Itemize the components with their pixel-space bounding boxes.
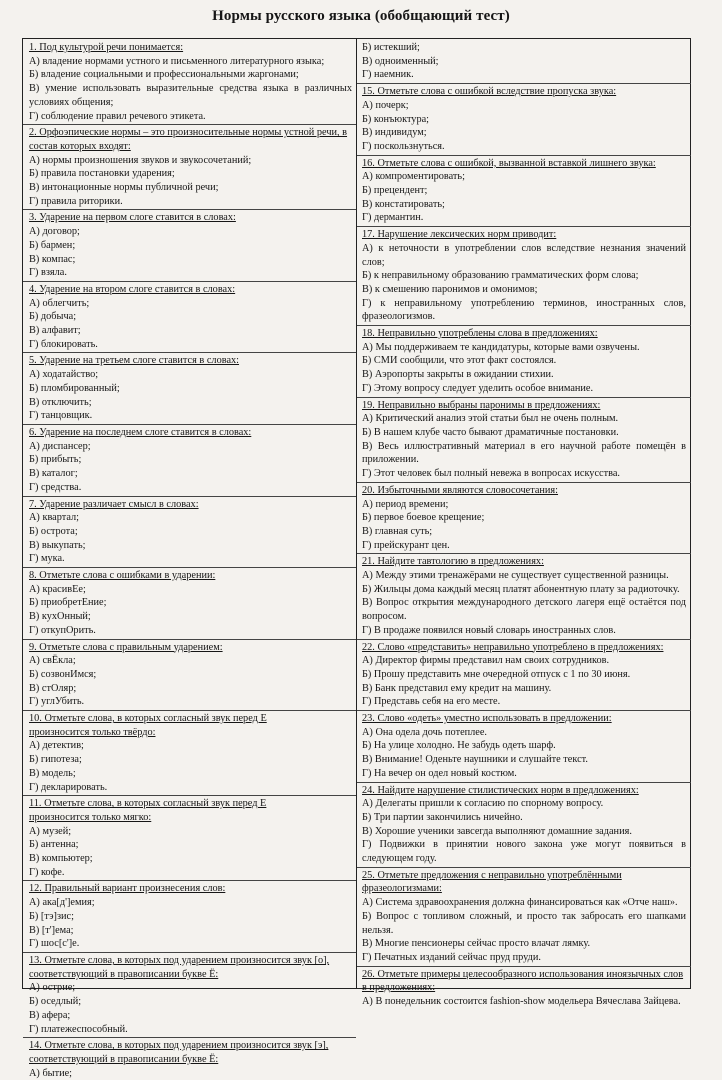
question-text-line: 5. Ударение на третьем слоге ставится в словах:: [29, 355, 240, 367]
question-text: [29, 882, 352, 896]
question-text: [362, 399, 686, 413]
answer-option: Б) правила постановки ударения;: [29, 168, 175, 180]
row-divider: [357, 325, 691, 326]
answer-option: В) к смешению паронимов и омонимов;: [362, 283, 538, 295]
question-text: [362, 712, 686, 726]
row-divider: [23, 496, 356, 497]
answer-option: Г) платежеспособный.: [29, 1023, 128, 1035]
question-text-line: 12. Правильный вариант произнесения слов:: [29, 883, 226, 895]
row-divider: [357, 867, 691, 868]
answer-option: В) компьютер;: [29, 853, 93, 865]
answer-option: Б) прецендент;: [362, 185, 428, 197]
answer-option: А) диспансер;: [29, 440, 91, 452]
question-text: [362, 555, 686, 569]
question-text-line: 15. Отметьте слова с ошибкой вследствие пропуска звука:: [362, 86, 617, 98]
question-block: [29, 954, 352, 1036]
question-text-line: 23. Слово «одеть» уместно использовать в предложении:: [362, 713, 612, 725]
answer-option: Г) На вечер он одел новый костюм.: [362, 767, 517, 779]
question-text: [29, 811, 352, 825]
answer-option: Б) созвонИмся;: [29, 668, 97, 680]
answer-option: Г) дермантин.: [362, 212, 424, 224]
question-text: [362, 968, 686, 995]
question-text-line: 1. Под культурой речи понимается:: [29, 42, 184, 53]
answer-option: Б) [тэ]зис;: [29, 910, 74, 922]
question-block: [362, 327, 686, 396]
answer-option: В) умение использовать выразительные средства языка в различных условиях общения;: [29, 83, 352, 108]
answer-option: Б) добыча;: [29, 311, 77, 323]
answer-option: Г) Этому вопросу следует уделить особое внимание.: [362, 382, 594, 394]
question-text-line: 10. Отметьте слова, в которых согласный звук перед Е: [29, 713, 267, 725]
question-text: [362, 228, 686, 242]
question-block: [29, 426, 352, 495]
question-block: [362, 399, 686, 481]
question-text: [362, 784, 686, 798]
answer-option: Г) средства.: [29, 481, 82, 493]
question-block: [362, 85, 686, 154]
question-text-line: 4. Ударение на втором слоге ставится в словах:: [29, 283, 236, 295]
answer-option: А) бытие;: [29, 1067, 73, 1079]
row-divider: [23, 124, 356, 125]
question-text-line: 8. Отметьте слова с ошибками в ударении:: [29, 570, 216, 582]
question-text: [29, 126, 352, 153]
row-divider: [23, 710, 356, 711]
question-text: [362, 641, 686, 655]
answer-option: А) В понедельник состоится fashion-show модельера Вячеслава Зайцева.: [362, 996, 681, 1008]
row-divider: [357, 397, 691, 398]
answer-option: А) квартал;: [29, 512, 80, 524]
row-divider: [357, 482, 691, 483]
row-divider: [357, 553, 691, 554]
question-text: [362, 869, 686, 896]
answer-option: Б) СМИ сообщили, что этот факт состоялся.: [362, 355, 557, 367]
answer-option: А) компроментировать;: [362, 171, 465, 183]
answer-option: Г) Печатных изданий сейчас пруд пруди.: [362, 952, 541, 963]
question-text-line: 17. Нарушение лексических норм приводит:: [362, 229, 557, 241]
answer-option: Г) углУбить.: [29, 696, 85, 708]
question-text-line: 14. Отметьте слова, в которых под ударением произносится звук [э], соответствующий в правописании букве Ё:: [29, 1040, 329, 1065]
answer-option: А) договор;: [29, 226, 80, 238]
question-text-line: 20. Избыточными являются словосочетания:: [362, 484, 559, 496]
question-block: [29, 712, 352, 794]
question-block: [29, 354, 352, 423]
question-block: [362, 968, 686, 1009]
question-block: [29, 126, 352, 208]
answer-option: Г) кофе.: [29, 866, 65, 878]
answer-option: В) каталог;: [29, 468, 78, 480]
answer-option: Б) истекший;: [362, 42, 420, 53]
question-text: [29, 712, 352, 726]
row-divider: [23, 795, 356, 796]
question-block: [362, 641, 686, 710]
answer-option: В) главная суть;: [362, 525, 433, 537]
question-block: [362, 555, 686, 637]
answer-option: А) Мы поддерживаем те кандидатуры, которые вами озвучены.: [362, 341, 640, 353]
answer-option: Б) В нашем клубе часто бывают драматичные постановки.: [362, 426, 619, 438]
right-column: [357, 39, 690, 1008]
question-text: [29, 498, 352, 512]
question-text-line: 18. Неправильно употреблены слова в предложениях:: [362, 328, 598, 340]
question-block: [362, 157, 686, 226]
answer-option: А) ака[д']емия;: [29, 897, 95, 909]
row-divider: [357, 155, 691, 156]
question-text-line: 9. Отметьте слова с правильным ударением:: [29, 641, 223, 653]
row-divider: [23, 952, 356, 953]
question-text: [362, 484, 686, 498]
row-divider: [357, 639, 691, 640]
answer-option: Б) Жильцы дома каждый месяц платят абонентную плату за радиоточку.: [362, 583, 680, 595]
answer-option: А) владение нормами устного и письменного литературного языка;: [29, 55, 325, 67]
test-table: [22, 38, 691, 1079]
answer-option: А) Между этими тренажёрами не существует существенной разницы.: [362, 570, 669, 582]
row-divider: [357, 710, 691, 711]
question-block: [29, 211, 352, 280]
row-divider: [23, 880, 356, 881]
answer-option: А) детектив;: [29, 740, 84, 752]
answer-option: Г) прейскурант цен.: [362, 539, 450, 551]
question-block: [362, 228, 686, 324]
answer-option: В) стОляр;: [29, 682, 77, 694]
question-text: [29, 41, 352, 55]
question-text-line: 19. Неправильно выбраны паронимы в предложениях:: [362, 399, 601, 411]
answer-option: А) к неточности в употреблении слов вследствие незнания значений слов;: [362, 242, 686, 268]
question-text-line: 2. Орфоэпические нормы – это произносительные нормы устной речи, в состав которых входят:: [29, 127, 348, 152]
question-text-line: 16. Отметьте слова с ошибкой, вызванной вставкой лишнего звука:: [362, 157, 656, 169]
answer-option: Г) к неправильному употреблению терминов, иностранных слов, фразеологизмов.: [362, 297, 686, 323]
row-divider: [357, 226, 691, 227]
answer-option: Г) поскользнуться.: [362, 140, 445, 152]
row-divider: [357, 782, 691, 783]
answer-option: В) компас;: [29, 253, 76, 265]
question-text-line: 22. Слово «представить» неправильно употреблено в предложениях:: [362, 641, 664, 653]
question-block: [29, 41, 352, 123]
answer-option: А) нормы произношения звуков и звукосочетаний;: [29, 154, 252, 166]
answer-option: В) Хорошие ученики завсегда выполняют домашние задания.: [362, 825, 632, 837]
question-text: [29, 954, 352, 981]
question-text-line: 24. Найдите нарушение стилистических норм в предложениях:: [362, 784, 639, 796]
question-block: [29, 882, 352, 951]
answer-option: А) Директор фирмы представил нам своих сотрудников.: [362, 655, 610, 667]
answer-option: Б) первое боевое крещение;: [362, 512, 485, 524]
answer-option: В) индивидум;: [362, 127, 427, 139]
answer-option: А) Она одела дочь потеплее.: [362, 726, 488, 738]
answer-option: В) Многие пенсионеры сейчас просто влачат лямку.: [362, 938, 591, 950]
answer-option: А) музей;: [29, 825, 72, 837]
answer-option: Г) Подвижки в принятии нового закона уже могут появиться в следующем году.: [362, 839, 686, 865]
answer-option: Г) взяла.: [29, 267, 67, 279]
question-text: [362, 85, 686, 99]
question-text-line: произносится только твёрдо:: [29, 726, 156, 738]
question-text: [29, 1039, 352, 1066]
answer-option: В) выкупать;: [29, 539, 86, 551]
question-text: [362, 327, 686, 341]
answer-option: В) констатировать;: [362, 198, 445, 210]
answer-option: А) почерк;: [362, 99, 409, 111]
row-divider: [23, 352, 356, 353]
answer-option: Б) конъюктура;: [362, 113, 430, 125]
answer-option: Б) к неправильному образованию грамматических форм слова;: [362, 270, 639, 282]
question-block: [29, 569, 352, 638]
answer-option: Б) прибыть;: [29, 454, 82, 466]
question-text: [29, 726, 352, 740]
answer-option: А) Делегаты пришли к согласию по спорному вопросу.: [362, 798, 604, 810]
answer-option: Г) соблюдение правил речевого этикета.: [29, 110, 206, 122]
answer-option: Б) владение социальными и профессиональными жаргонами;: [29, 69, 299, 81]
answer-option: В) интонационные нормы публичной речи;: [29, 182, 219, 194]
answer-option: А) Критический анализ этой статьи был не очень полным.: [362, 413, 619, 425]
answer-option: Б) Прошу представить мне очередной отпуск с 1 по 30 июня.: [362, 668, 631, 680]
answer-option: Г) мука.: [29, 553, 65, 565]
answer-option: Б) бармен;: [29, 239, 76, 251]
question-block: [362, 784, 686, 866]
question-text: [29, 426, 352, 440]
answer-option: В) модель;: [29, 767, 76, 779]
left-column: [23, 39, 357, 1079]
answer-option: Б) гипотеза;: [29, 754, 82, 766]
answer-option: В) кухОнный;: [29, 611, 91, 623]
answer-option: Б) На улице холодно. Не забудь одеть шарф.: [362, 740, 556, 752]
question-block: [362, 869, 686, 965]
answer-option: Б) приобретЕние;: [29, 597, 107, 609]
question-block: [362, 712, 686, 781]
page-title: Нормы русского языка (обобщающий тест): [212, 8, 510, 24]
answer-option: Г) Представь себя на его месте.: [362, 696, 501, 708]
question-text: [29, 283, 352, 297]
question-text-line: 11. Отметьте слова, в которых согласный звук перед Е: [29, 798, 267, 810]
question-text-line: 25. Отметьте предложения с неправильно употреблёнными фразеологизмами:: [362, 869, 622, 895]
question-text: [362, 157, 686, 171]
answer-option: В) одноименный;: [362, 55, 439, 67]
row-divider: [357, 966, 691, 967]
row-divider: [23, 1037, 356, 1038]
question-text-line: 6. Ударение на последнем слоге ставится в словах:: [29, 426, 252, 438]
answer-option: Б) острота;: [29, 525, 78, 537]
question-text: [29, 797, 352, 811]
answer-option: Г) блокировать.: [29, 338, 98, 350]
question-text: [29, 354, 352, 368]
question-block: [29, 1039, 352, 1080]
question-text: [29, 211, 352, 225]
answer-option: Б) пломбированный;: [29, 382, 120, 394]
question-text-line: 26. Отметьте примеры целесообразного использования иноязычных слов в предложениях:: [362, 968, 684, 994]
question-text-line: 13. Отметьте слова, в которых под ударением произносится звук [о], соответствующий в правописании букве Ё:: [29, 955, 330, 980]
row-divider: [357, 83, 691, 84]
answer-option: В) Весь иллюстративный материал в его научной работе помещён в приложении.: [362, 440, 686, 466]
answer-option: А) свЁкла;: [29, 655, 76, 667]
question-block: [362, 484, 686, 553]
answer-option: Б) антенна;: [29, 839, 79, 851]
question-text: [29, 641, 352, 655]
answer-option: В) отключить;: [29, 396, 92, 408]
row-divider: [23, 281, 356, 282]
answer-option: Б) Три партии закончились ничейно.: [362, 811, 523, 823]
answer-option: А) ходатайство;: [29, 369, 99, 381]
answer-option: А) облегчить;: [29, 297, 90, 309]
question-text-line: произносится только мягко:: [29, 811, 152, 823]
answer-option: Г) танцовщик.: [29, 410, 93, 422]
answer-option: Г) В продаже появился новый словарь иностранных слов.: [362, 624, 616, 636]
question-text-line: 21. Найдите тавтологию в предложениях:: [362, 556, 544, 568]
answer-option: А) Система здравоохранения должна финансироваться как «Отче наш».: [362, 897, 678, 909]
answer-option: Б) оседлый;: [29, 996, 82, 1008]
question-text-line: 7. Ударение различает смысл в словах:: [29, 498, 199, 510]
question-text-line: 3. Ударение на первом слоге ставится в словах:: [29, 212, 236, 224]
row-divider: [23, 567, 356, 568]
answer-option: Г) правила риторики.: [29, 195, 123, 207]
row-divider: [23, 424, 356, 425]
row-divider: [23, 209, 356, 210]
answer-option: В) Аэропорты закрыты в ожидании стихии.: [362, 369, 554, 381]
answer-option: А) красивЕе;: [29, 583, 86, 595]
question-block: [29, 641, 352, 710]
answer-option: В) [т']ема;: [29, 924, 74, 936]
answer-option: В) Вопрос открытия международного детского лагеря ещё остаётся под вопросом.: [362, 597, 686, 623]
question-block: [29, 283, 352, 352]
answer-option: Г) наемник.: [362, 69, 414, 81]
question-text: [29, 569, 352, 583]
answer-option: В) афера;: [29, 1009, 71, 1021]
row-divider: [23, 639, 356, 640]
answer-option: А) острие;: [29, 982, 76, 994]
answer-option: Г) шос[с']е.: [29, 938, 80, 950]
answer-option: Г) откупОрить.: [29, 624, 96, 636]
answer-option: В) алфавит;: [29, 325, 81, 337]
question-block: [29, 797, 352, 879]
answer-option: Г) декларировать.: [29, 781, 108, 793]
answer-option: Г) Этот человек был полный невежа в вопросах искусства.: [362, 468, 620, 480]
answer-option: Б) Вопрос с топливом сложный, и просто так забросать его шапками нельзя.: [362, 910, 686, 936]
answer-option: А) период времени;: [362, 498, 449, 510]
answer-option: В) Внимание! Оденьте наушники и слушайте текст.: [362, 754, 588, 766]
answer-option: В) Банк представил ему кредит на машину.: [362, 682, 552, 694]
question-block: [29, 498, 352, 567]
